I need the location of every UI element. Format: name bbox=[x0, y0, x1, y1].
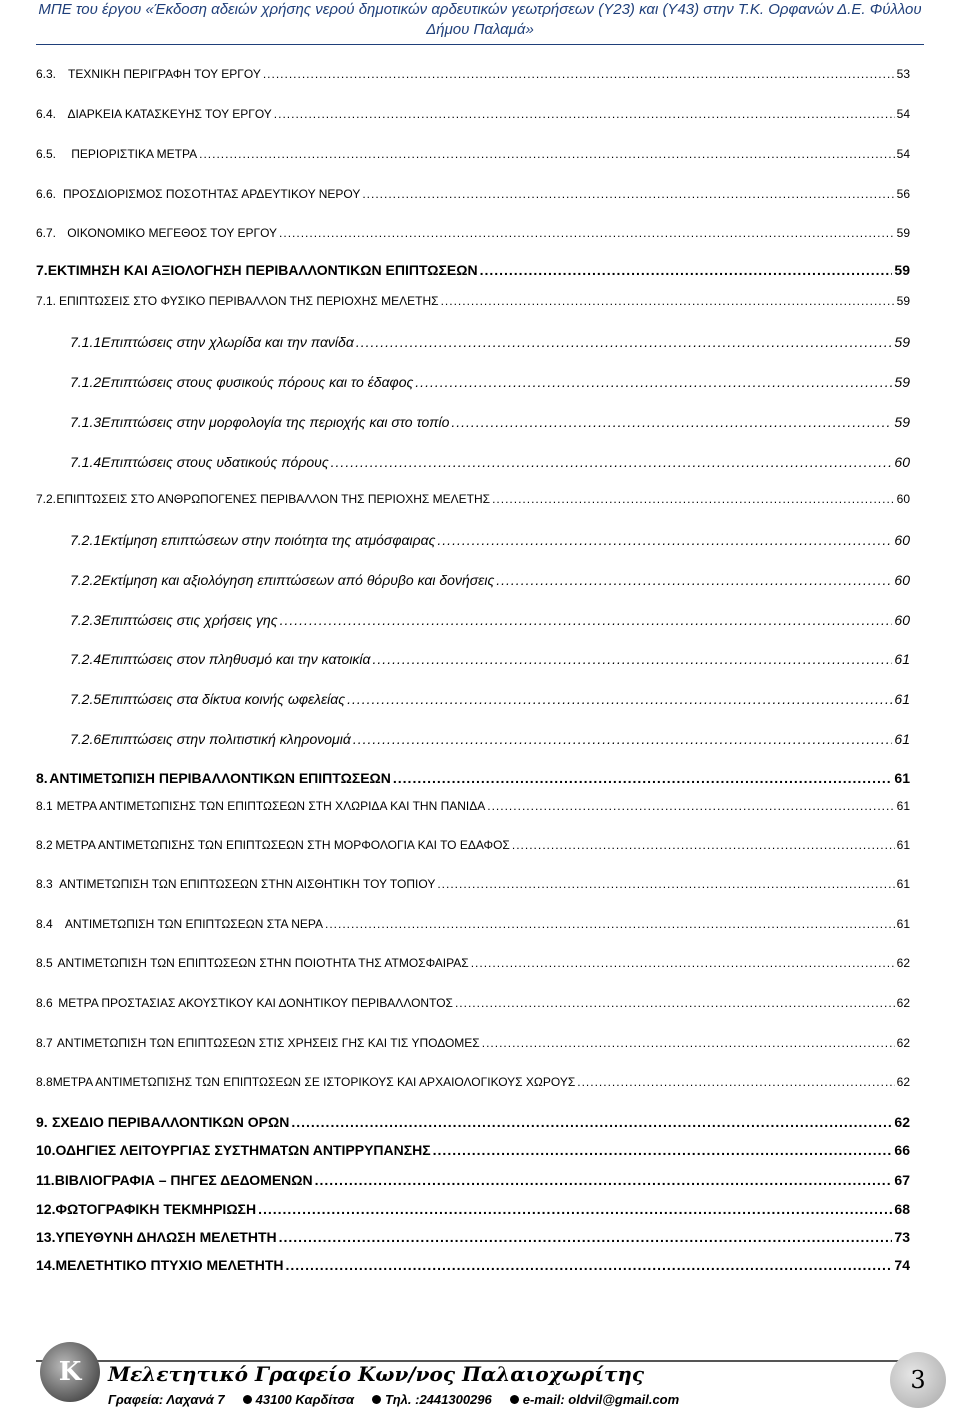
toc-entry-title: Επιπτώσεις στους υδατικούς πόρους bbox=[101, 454, 329, 470]
toc-entry-number: 14. bbox=[36, 1257, 56, 1273]
firm-phone: Τηλ. :2441300296 bbox=[385, 1392, 492, 1407]
toc-leader-dots bbox=[492, 492, 895, 506]
toc-entry[interactable] bbox=[36, 996, 910, 1016]
toc-entry[interactable] bbox=[70, 374, 910, 394]
toc-entry-number: 8.8 bbox=[36, 1075, 53, 1089]
toc-entry-number: 7.2.6 bbox=[70, 731, 102, 747]
toc-entry-number: 8.3 bbox=[36, 877, 53, 891]
toc-entry-title: Επιπτώσεις στα δίκτυα κοινής ωφελείας bbox=[101, 691, 346, 707]
toc-entry[interactable] bbox=[70, 731, 910, 751]
toc-entry-number: 7.1.1 bbox=[70, 334, 102, 350]
toc-leader-dots bbox=[373, 651, 893, 667]
toc-entry-number: 8. bbox=[36, 770, 48, 786]
toc-entry-page: 54 bbox=[896, 147, 910, 161]
toc-entry-number: 7. bbox=[36, 262, 48, 278]
firm-email: e-mail: oldvil@gmail.com bbox=[522, 1392, 680, 1407]
toc-entry-page: 62 bbox=[896, 1075, 910, 1089]
toc-entry-number: 7.2. bbox=[36, 492, 57, 506]
bullet-icon bbox=[372, 1395, 381, 1404]
toc-entry-number: 7.1.3 bbox=[70, 414, 102, 430]
toc-entry-page: 59 bbox=[894, 334, 910, 350]
toc-entry-page: 61 bbox=[894, 691, 910, 707]
firm-postcode: 43100 Καρδίτσα bbox=[255, 1392, 355, 1407]
toc-leader-dots bbox=[263, 67, 895, 81]
firm-phone-item bbox=[372, 1392, 492, 1407]
toc-leader-dots bbox=[315, 1172, 893, 1188]
toc-entry-title: Εκτίμηση επιπτώσεων στην ποιότητα της ατμόσφαιρας bbox=[101, 532, 436, 548]
toc-leader-dots bbox=[482, 1036, 895, 1050]
toc-entry-title: ΕΚΤΙΜΗΣΗ ΚΑΙ ΑΞΙΟΛΟΓΗΣΗ ΠΕΡΙΒΑΛΛΟΝΤΙΚΩΝ ΕΠΙΠΤΩΣΕΩΝ bbox=[47, 262, 478, 278]
toc-entry-page: 62 bbox=[894, 1114, 910, 1130]
toc-leader-dots bbox=[199, 147, 895, 161]
toc-leader-dots bbox=[279, 1229, 893, 1245]
toc-entry-title: Επιπτώσεις στις χρήσεις γης bbox=[101, 612, 278, 628]
toc-entry-page: 56 bbox=[896, 187, 910, 201]
toc-entry-number: 7.2.1 bbox=[70, 532, 102, 548]
toc-leader-dots bbox=[291, 1114, 892, 1130]
toc-entry[interactable] bbox=[36, 147, 910, 167]
toc-entry-page: 62 bbox=[896, 996, 910, 1010]
toc-entry[interactable] bbox=[36, 1229, 910, 1249]
toc-entry-page: 61 bbox=[896, 877, 910, 891]
toc-entry-page: 61 bbox=[896, 799, 910, 813]
toc-entry[interactable] bbox=[36, 1257, 910, 1277]
toc-entry-page: 60 bbox=[894, 532, 910, 548]
toc-entry[interactable] bbox=[70, 572, 910, 592]
toc-entry-title: Επιπτώσεις στην μορφολογία της περιοχής και στο τοπίο bbox=[101, 414, 450, 430]
toc-leader-dots bbox=[347, 691, 892, 707]
toc-leader-dots bbox=[471, 956, 895, 970]
toc-entry[interactable] bbox=[36, 917, 910, 937]
toc-entry-title: ΑΝΤΙΜΕΤΩΠΙΣΗ ΤΩΝ ΕΠΙΠΤΩΣΕΩΝ ΣΤΙΣ ΧΡΗΣΕΙΣ ΓΗΣ ΚΑΙ ΤΙΣ ΥΠΟΔΟΜΕΣ bbox=[56, 1036, 480, 1050]
toc-entry[interactable] bbox=[36, 492, 910, 512]
toc-entry-number: 6.4. bbox=[36, 107, 57, 121]
toc-entry-page: 74 bbox=[894, 1257, 910, 1273]
toc-entry-title: ΜΕΤΡΑ ΑΝΤΙΜΕΤΩΠΙΣΗΣ ΤΩΝ ΕΠΙΠΤΩΣΕΩΝ ΣΤΗ ΜΟΡΦΟΛΟΓΙΑ ΚΑΙ ΤΟ ΕΔΑΦΟΣ bbox=[55, 838, 510, 852]
toc-leader-dots bbox=[451, 414, 892, 430]
toc-entry[interactable] bbox=[36, 1036, 910, 1056]
firm-contact bbox=[108, 1392, 679, 1407]
toc-entry-title: ΜΕΤΡΑ ΑΝΤΙΜΕΤΩΠΙΣΗΣ ΤΩΝ ΕΠΙΠΤΩΣΕΩΝ ΣΤΗ ΧΛΩΡΙΔΑ ΚΑΙ ΤΗΝ ΠΑΝΙΔΑ bbox=[56, 799, 486, 813]
toc-entry-page: 61 bbox=[896, 917, 910, 931]
toc-entry-page: 54 bbox=[896, 107, 910, 121]
header-title-line2: Δήμου Παλαμά» bbox=[426, 21, 534, 38]
toc-entry-page: 61 bbox=[896, 838, 910, 852]
toc-entry-page: 66 bbox=[894, 1142, 910, 1158]
toc-entry-page: 60 bbox=[894, 572, 910, 588]
toc-entry-title: ΦΩΤΟΓΡΑΦΙΚΗ ΤΕΚΜΗΡΙΩΣΗ bbox=[55, 1201, 257, 1217]
bullet-icon bbox=[510, 1395, 519, 1404]
toc-entry[interactable] bbox=[36, 294, 910, 314]
toc-entry-number: 6.7. bbox=[36, 226, 57, 240]
toc-entry[interactable] bbox=[70, 612, 910, 632]
toc-entry-page: 59 bbox=[894, 414, 910, 430]
toc-entry-number: 6.3. bbox=[36, 67, 57, 81]
toc-entry-number: 6.6. bbox=[36, 187, 57, 201]
toc-entry[interactable] bbox=[36, 799, 910, 819]
toc-entry-title: ΥΠΕΥΘΥΝΗ ΔΗΛΩΣΗ ΜΕΛΕΤΗΤΗ bbox=[55, 1229, 277, 1245]
toc-entry[interactable] bbox=[36, 67, 910, 87]
toc-entry-title: ΜΕΛΕΤΗΤΙΚΟ ΠΤΥΧΙΟ ΜΕΛΕΤΗΤΗ bbox=[55, 1257, 284, 1273]
toc-entry-title: ΔΙΑΡΚΕΙΑ ΚΑΤΑΣΚΕΥΗΣ ΤΟΥ ΕΡΓΟΥ bbox=[67, 107, 272, 121]
toc-entry-number: 12. bbox=[36, 1201, 56, 1217]
toc-entry-number: 9. bbox=[36, 1114, 48, 1130]
toc-entry-title: ΟΔΗΓΙΕΣ ΛΕΙΤΟΥΡΓΙΑΣ ΣΥΣΤΗΜΑΤΩΝ ΑΝΤΙΡΡΥΠΑΝΣΗΣ bbox=[55, 1142, 431, 1158]
toc-entry-title: ΤΕΧΝΙΚΗ ΠΕΡΙΓΡΑΦΗ ΤΟΥ ΕΡΓΟΥ bbox=[68, 67, 261, 81]
toc-entry[interactable] bbox=[36, 107, 910, 127]
toc-leader-dots bbox=[512, 838, 895, 852]
toc-leader-dots bbox=[274, 107, 895, 121]
toc-entry-number: 7.2.2 bbox=[70, 572, 102, 588]
toc-entry-number: 7.2.4 bbox=[70, 651, 102, 667]
toc-entry-title: Επιπτώσεις στους φυσικούς πόρους και το έδαφος bbox=[101, 374, 414, 390]
toc-entry-number: 7.1.4 bbox=[70, 454, 102, 470]
toc-entry-number: 8.6 bbox=[36, 996, 53, 1010]
toc-entry[interactable] bbox=[36, 770, 910, 790]
toc-entry-number: 8.1 bbox=[36, 799, 53, 813]
toc-entry-page: 61 bbox=[894, 731, 910, 747]
toc-entry[interactable] bbox=[36, 1142, 910, 1162]
toc-entry-number: 7.2.5 bbox=[70, 691, 102, 707]
toc-leader-dots bbox=[331, 454, 893, 470]
toc-entry-page: 60 bbox=[894, 454, 910, 470]
toc-entry[interactable] bbox=[36, 1075, 910, 1095]
toc-entry-title: ΕΠΙΠΤΩΣΕΙΣ ΣΤΟ ΑΝΘΡΩΠΟΓΕΝΕΣ ΠΕΡΙΒΑΛΛΟΝ ΤΗΣ ΠΕΡΙΟΧΗΣ ΜΕΛΕΤΗΣ bbox=[56, 492, 491, 506]
toc-entry[interactable] bbox=[70, 651, 910, 671]
toc-entry[interactable] bbox=[36, 262, 910, 282]
toc-leader-dots bbox=[325, 917, 895, 931]
toc-entry-number: 7.2.3 bbox=[70, 612, 102, 628]
page-number: 3 bbox=[890, 1352, 946, 1408]
toc-entry-page: 59 bbox=[894, 262, 910, 278]
toc-entry-page: 59 bbox=[894, 374, 910, 390]
toc-entry-page: 60 bbox=[894, 612, 910, 628]
toc-entry[interactable] bbox=[70, 691, 910, 711]
toc-entry-title: ΠΡΟΣΔΙΟΡΙΣΜΟΣ ΠΟΣΟΤΗΤΑΣ ΑΡΔΕΥΤΙΚΟΥ ΝΕΡΟΥ bbox=[62, 187, 361, 201]
toc-entry-title: ΑΝΤΙΜΕΤΩΠΙΣΗ ΤΩΝ ΕΠΙΠΤΩΣΕΩΝ ΣΤΗΝ ΠΟΙΟΤΗΤΑ ΤΗΣ ΑΤΜΟΣΦΑΙΡΑΣ bbox=[57, 956, 469, 970]
toc-entry-title: ΑΝΤΙΜΕΤΩΠΙΣΗ ΤΩΝ ΕΠΙΠΤΩΣΕΩΝ ΣΤΗΝ ΑΙΣΘΗΤΙΚΗ ΤΟΥ ΤΟΠΙΟΥ bbox=[59, 877, 436, 891]
toc-leader-dots bbox=[393, 770, 893, 786]
toc-leader-dots bbox=[280, 612, 893, 628]
toc-entry-page: 60 bbox=[896, 492, 910, 506]
firm-email-item bbox=[510, 1392, 679, 1407]
toc-leader-dots bbox=[433, 1142, 893, 1158]
toc-entry-title: ΜΕΤΡΑ ΠΡΟΣΤΑΣΙΑΣ ΑΚΟΥΣΤΙΚΟΥ ΚΑΙ ΔΟΝΗΤΙΚΟΥ ΠΕΡΙΒΑΛΛΟΝΤΟΣ bbox=[58, 996, 453, 1010]
toc-leader-dots bbox=[356, 334, 893, 350]
toc-entry-number: 8.2 bbox=[36, 838, 53, 852]
toc-entry[interactable] bbox=[36, 877, 910, 897]
toc-entry-page: 61 bbox=[894, 770, 910, 786]
toc-leader-dots bbox=[437, 877, 894, 891]
firm-logo: Κ bbox=[40, 1342, 100, 1402]
toc-leader-dots bbox=[286, 1257, 893, 1273]
toc-leader-dots bbox=[455, 996, 895, 1010]
firm-name: Μελετητικό Γραφείο Κων/νος Παλαιοχωρίτης bbox=[108, 1362, 645, 1386]
toc-entry-title: ΜΕΤΡΑ ΑΝΤΙΜΕΤΩΠΙΣΗΣ ΤΩΝ ΕΠΙΠΤΩΣΕΩΝ ΣΕ ΙΣΤΟΡΙΚΟΥΣ ΚΑΙ ΑΡΧΑΙΟΛΟΓΙΚΟΥΣ ΧΩΡΟΥΣ bbox=[52, 1075, 576, 1089]
firm-postcode-item bbox=[243, 1392, 354, 1407]
bullet-icon bbox=[243, 1395, 252, 1404]
toc-entry-page: 67 bbox=[894, 1172, 910, 1188]
firm-address: Γραφεία: Λαχανά 7 bbox=[108, 1392, 225, 1407]
toc-entry-number: 8.5 bbox=[36, 956, 53, 970]
toc-leader-dots bbox=[577, 1075, 894, 1089]
toc-leader-dots bbox=[415, 374, 892, 390]
toc-entry-title: ΑΝΤΙΜΕΤΩΠΙΣΗ ΠΕΡΙΒΑΛΛΟΝΤΙΚΩΝ ΕΠΙΠΤΩΣΕΩΝ bbox=[49, 770, 391, 786]
toc-entry-number: 8.7 bbox=[36, 1036, 53, 1050]
toc-entry[interactable] bbox=[70, 334, 910, 354]
toc-entry-number: 7.1. bbox=[36, 294, 57, 308]
toc-entry-number: 8.4 bbox=[36, 917, 53, 931]
toc-entry[interactable] bbox=[36, 838, 910, 858]
toc-entry[interactable] bbox=[36, 1201, 910, 1221]
toc-entry-title: Επιπτώσεις στην πολιτιστική κληρονομιά bbox=[101, 731, 351, 747]
toc-entry-page: 68 bbox=[894, 1201, 910, 1217]
toc-entry-page: 62 bbox=[896, 956, 910, 970]
toc-leader-dots bbox=[437, 532, 892, 548]
toc-entry[interactable] bbox=[70, 532, 910, 552]
page-footer bbox=[0, 1330, 960, 1417]
toc-leader-dots bbox=[496, 572, 892, 588]
toc-leader-dots bbox=[353, 731, 893, 747]
toc-entry[interactable] bbox=[70, 414, 910, 434]
toc-entry-title: Εκτίμηση και αξιολόγηση επιπτώσεων από θόρυβο και δονήσεις bbox=[101, 572, 495, 588]
toc-leader-dots bbox=[362, 187, 894, 201]
toc-entry-title: ΒΙΒΛΙΟΓΡΑΦΙΑ – ΠΗΓΕΣ ΔΕΔΟΜΕΝΩΝ bbox=[54, 1172, 313, 1188]
toc-leader-dots bbox=[279, 226, 895, 240]
toc-leader-dots bbox=[441, 294, 895, 308]
toc-entry-page: 53 bbox=[896, 67, 910, 81]
toc-leader-dots bbox=[258, 1201, 892, 1217]
toc-entry[interactable] bbox=[36, 1172, 910, 1192]
toc-entry-page: 61 bbox=[894, 651, 910, 667]
toc-entry-title: ΑΝΤΙΜΕΤΩΠΙΣΗ ΤΩΝ ΕΠΙΠΤΩΣΕΩΝ ΣΤΑ ΝΕΡΑ bbox=[64, 917, 324, 931]
toc-entry-number: 10. bbox=[36, 1142, 56, 1158]
toc-entry-title: Επιπτώσεις στην χλωρίδα και την πανίδα bbox=[101, 334, 354, 350]
toc-leader-dots bbox=[487, 799, 894, 813]
toc-entry-page: 59 bbox=[896, 226, 910, 240]
toc-entry-number: 11. bbox=[36, 1172, 55, 1188]
toc-entry[interactable] bbox=[36, 1114, 910, 1134]
toc-entry[interactable] bbox=[70, 454, 910, 474]
header-title-line1: ΜΠΕ του έργου «Έκδοση αδειών χρήσης νερού δημοτικών αρδευτικών γεωτρήσεων (Υ23) και (Υ43) στην Τ.Κ. Ορφανών Δ.Ε. Φύλλου bbox=[38, 1, 922, 18]
toc-entry-number: 13. bbox=[36, 1229, 56, 1245]
toc-entry-page: 62 bbox=[896, 1036, 910, 1050]
toc-entry[interactable] bbox=[36, 226, 910, 246]
toc-entry-title: ΟΙΚΟΝΟΜΙΚΟ ΜΕΓΕΘΟΣ ΤΟΥ ΕΡΓΟΥ bbox=[67, 226, 278, 240]
toc-entry-title: ΣΧΕΔΙΟ ΠΕΡΙΒΑΛΛΟΝΤΙΚΩΝ ΟΡΩΝ bbox=[51, 1114, 290, 1130]
toc-entry-title: ΕΠΙΠΤΩΣΕΙΣ ΣΤΟ ΦΥΣΙΚΟ ΠΕΡΙΒΑΛΛΟΝ ΤΗΣ ΠΕΡΙΟΧΗΣ ΜΕΛΕΤΗΣ bbox=[59, 294, 439, 308]
toc-entry-page: 59 bbox=[896, 294, 910, 308]
toc-entry[interactable] bbox=[36, 956, 910, 976]
toc-entry-title: ΠΕΡΙΟΡΙΣΤΙΚΑ ΜΕΤΡΑ bbox=[71, 147, 198, 161]
toc-entry[interactable] bbox=[36, 187, 910, 207]
toc-entry-number: 7.1.2 bbox=[70, 374, 102, 390]
toc-entry-page: 73 bbox=[894, 1229, 910, 1245]
toc-entry-title: Επιπτώσεις στον πληθυσμό και την κατοικία bbox=[101, 651, 371, 667]
toc-entry-number: 6.5. bbox=[36, 147, 57, 161]
toc-leader-dots bbox=[480, 262, 893, 278]
